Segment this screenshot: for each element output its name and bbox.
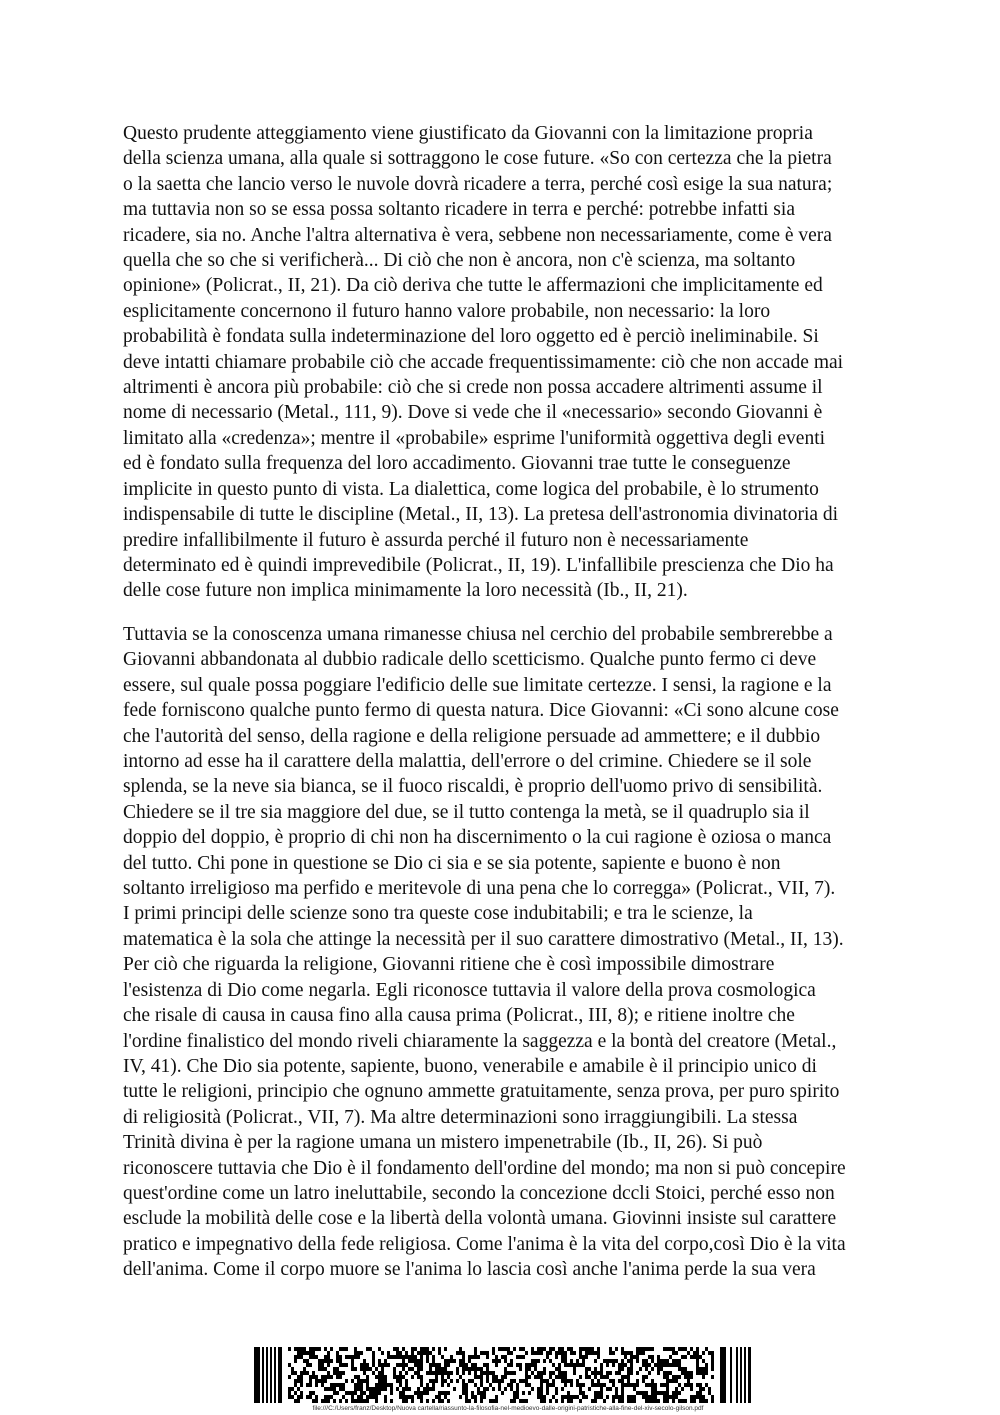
text-line: Tuttavia se la conoscenza umana rimanesse chiusa nel cerchio del probabile sembrerebbe a xyxy=(123,624,833,645)
text-line: opinione» (Policrat., II, 21). Da ciò deriva che tutte le affermazioni che implicitamente ed xyxy=(123,275,823,297)
text-line: splenda, se la neve sia bianca, se il fuoco riscaldi, è proprio dell'uomo privo di sensibilità. xyxy=(123,776,823,798)
text-line: Questo prudente atteggiamento viene giustificato da Giovanni con la limitazione propria xyxy=(123,123,813,144)
text-line: Giovanni abbandonata al dubbio radicale dello scetticismo. Qualche punto fermo ci deve xyxy=(123,649,817,671)
text-line: l'ordine finalistico del mondo riveli chiaramente la saggezza e la bontà del creatore (Metal., xyxy=(123,1030,837,1052)
pdf417-barcode xyxy=(254,1347,752,1403)
footer-file-path: file:///C:/Users/franz/Desktop/Nuova cartella/riassunto-la-filosofia-nel-medioevo-dalle-origini-patristiche-alla-fine-del-xiv-secolo-gilson.pdf xyxy=(312,1405,704,1412)
text-line: Chiedere se il tre sia maggiore del due, se il tutto contenga la metà, se il quadruplo sia il xyxy=(123,801,810,823)
text-line: esplicitamente concernono il futuro hanno valore probabile, non necessario: la loro xyxy=(123,300,771,322)
text-line: matematica è la sola che attinge la necessità per il suo carattere dimostrativo (Metal., II, 13). xyxy=(123,928,844,950)
text-line: intorno ad esse ha il carattere della malattia, dell'errore o del crimine. Chiedere se il sole xyxy=(123,751,812,773)
text-line: essere, sul quale possa poggiare l'edificio delle sue limitate certezze. I sensi, la ragione e la xyxy=(123,674,832,696)
text-line: che l'autorità del senso, della ragione e della religione persuade ad ammettere; e il dubbio xyxy=(123,725,821,747)
text-line: I primi principi delle scienze sono tra queste cose indubitabili; e tra le scienze, la xyxy=(123,903,753,925)
text-line: limitato alla «credenza»; mentre il «probabile» esprime l'uniformità oggettiva degli eventi xyxy=(123,427,826,449)
text-line: esclude la mobilità delle cose e la libertà della volontà umana. Giovinni insiste sul carattere xyxy=(123,1208,837,1230)
text-line: IV, 41). Che Dio sia potente, sapiente, buono, venerabile e amabile è il principio unico di xyxy=(123,1055,817,1077)
text-line: del tutto. Chi pone in questione se Dio ci sia e se sia potente, sapiente e buono è non xyxy=(123,852,781,874)
text-line: ma tuttavia non so se essa possa soltanto ricadere in terra e perché: potrebbe infatti sia xyxy=(123,199,795,221)
paragraph-1 xyxy=(123,121,883,604)
text-line: indispensabile di tutte le discipline (Metal., II, 13). La pretesa dell'astronomia divinatoria di xyxy=(123,504,839,526)
text-line: nome di necessario (Metal., 111, 9). Dove si vede che il «necessario» secondo Giovanni è xyxy=(123,402,823,424)
text-line: altrimenti è ancora più probabile: ciò che si crede non possa accadere altrimenti assume il xyxy=(123,377,823,399)
text-line: Per ciò che riguarda la religione, Giovanni ritiene che è così impossibile dimostrare xyxy=(123,954,775,976)
text-line: deve intatti chiamare probabile ciò che accade frequentissimamente: ciò che non accade mai xyxy=(123,351,844,373)
text-line: ed è fondato sulla frequenza del loro accadimento. Giovanni trae tutte le conseguenze xyxy=(123,453,791,475)
text-line: l'esistenza di Dio come negarla. Egli riconosce tuttavia il valore della prova cosmologica xyxy=(123,979,816,1001)
text-line: doppio del doppio, è proprio di chi non ha discernimento o la cui ragione è oziosa o manca xyxy=(123,827,832,849)
text-line: determinato ed è quindi imprevedibile (Policrat., II, 19). L'infallibile prescienza che Dio ha xyxy=(123,554,834,576)
text-line: di religiosità (Policrat., VII, 7). Ma altre determinazioni sono irraggiungibili. La stessa xyxy=(123,1106,798,1128)
text-line: dell'anima. Come il corpo muore se l'anima lo lascia così anche l'anima perde la sua vera xyxy=(123,1259,816,1281)
text-line: o la saetta che lancio verso le nuvole dovrà ricadere a terra, perché così esige la sua natura; xyxy=(123,173,833,195)
text-line: quella che so che si verificherà... Di ciò che non è ancora, non c'è scienza, ma soltanto xyxy=(123,250,796,272)
paragraph-2 xyxy=(123,622,883,1283)
text-line: probabilità è fondata sulla indeterminazione del loro oggetto ed è perciò ineliminabile. Si xyxy=(123,326,819,348)
text-line: Trinità divina è per la ragione umana un mistero impenetrabile (Ib., II, 26). Si può xyxy=(123,1132,763,1154)
text-line: implicite in questo punto di vista. La dialettica, come logica del probabile, è lo strumento xyxy=(123,478,819,500)
text-line: predire infallibilmente il futuro è assurda perché il futuro non è necessariamente xyxy=(123,529,749,551)
text-line: che risale di causa in causa fino alla causa prima (Policrat., III, 8); e ritiene inoltre che xyxy=(123,1005,795,1027)
text-line: delle cose future non implica minimamente la loro necessità (Ib., II, 21). xyxy=(123,580,688,602)
text-line: ricadere, sia no. Anche l'altra alternativa è vera, sebbene non necessariamente, come è vera xyxy=(123,224,832,246)
text-line: soltanto irreligioso ma perfido e meritevole di una pena che lo corregga» (Policrat., VII, 7). xyxy=(123,878,836,900)
text-line: riconoscere tuttavia che Dio è il fondamento dell'ordine del mondo; ma non si può concepire xyxy=(123,1157,846,1179)
text-line: tutte le religioni, principio che ognuno ammette gratuitamente, senza prova, per puro spirito xyxy=(123,1081,840,1103)
text-line: della scienza umana, alla quale si sottraggono le cose future. «So con certezza che la pietra xyxy=(123,148,832,170)
text-line: fede forniscono qualche punto fermo di questa natura. Dice Giovanni: «Ci sono alcune cose xyxy=(123,700,839,722)
text-line: quest'ordine come un latro ineluttabile, secondo la concezione dccli Stoici, perché esso non xyxy=(123,1182,835,1204)
text-line: pratico e impegnativo della fede religiosa. Come l'anima è la vita del corpo,così Dio è la vita xyxy=(123,1233,846,1255)
